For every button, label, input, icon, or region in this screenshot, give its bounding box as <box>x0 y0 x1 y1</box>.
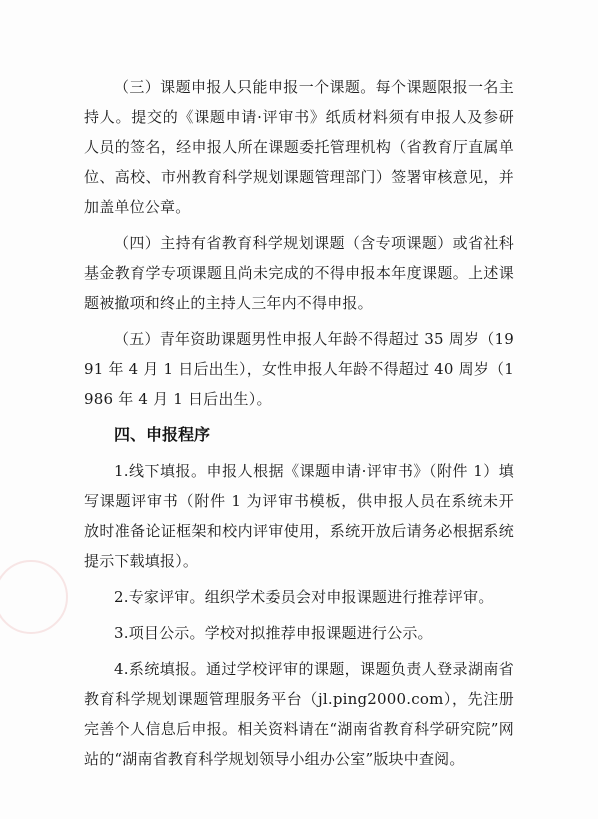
faint-stamp-mark <box>0 560 68 634</box>
section-heading: 四、申报程序 <box>114 425 211 444</box>
paragraph-item-4: （四）主持有省教育科学规划课题（含专项课题）或省社科基金教育学专项课题且尚未完成的不得申报本年度课题。上述课题被撤项和终止的主持人三年内不得申报。 <box>84 234 514 312</box>
paragraph-item-5: （五）青年资助课题男性申报人年龄不得超过 35 周岁（1991 年 4 月 1 日后出生），女性申报人年龄不得超过 40 周岁（1986 年 4 月 1 日后出生）。 <box>84 330 514 408</box>
procedure-step-2: 2.专家评审。组织学术委员会对申报课题进行推荐评审。 <box>114 588 494 606</box>
document-body <box>84 72 514 780</box>
paragraph-item-3: （三）课题申报人只能申报一个课题。每个课题限报一名主持人。提交的《课题申请·评审书》纸质材料须有申报人及参研人员的签名，经申报人所在课题委托管理机构（省教育厅直属单位、高校、市州教育科学规划课题管理部门）签署审核意见，并加盖单位公章。 <box>84 78 514 216</box>
procedure-step-4: 4.系统填报。通过学校评审的课题，课题负责人登录湖南省教育科学规划课题管理服务平台（jl.ping2000.com），先注册完善个人信息后申报。相关资料请在“湖南省教育科学研究院”网站的“湖南省教育科学规划领导小组办公室”版块中查阅。 <box>84 660 514 768</box>
procedure-step-3: 3.项目公示。学校对拟推荐申报课题进行公示。 <box>114 624 433 642</box>
procedure-step-1: 1.线下填报。申报人根据《课题申请·评审书》（附件 1）填写课题评审书（附件 1 为评审书模板，供申报人员在系统未开放时准备论证框架和校内评审使用，系统开放后请务必根据系统提示下载填报）。 <box>84 462 514 570</box>
